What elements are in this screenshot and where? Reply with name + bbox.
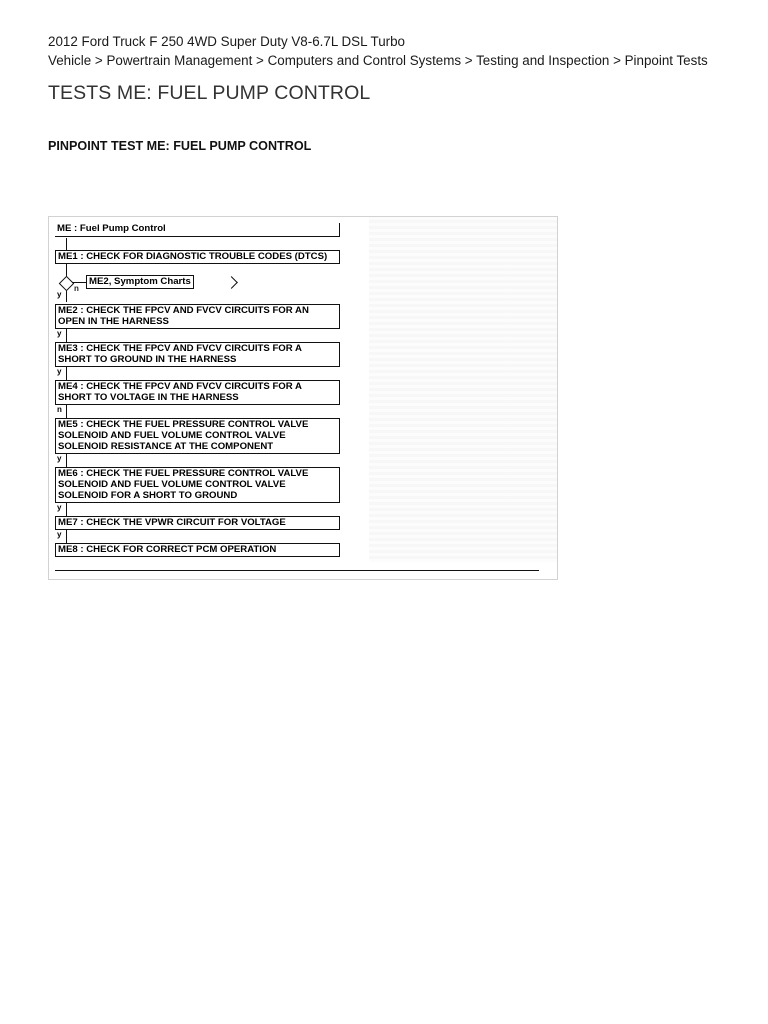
connector-line <box>66 503 67 516</box>
yes-label: y <box>57 503 62 512</box>
page-title: TESTS ME: FUEL PUMP CONTROL <box>48 82 371 104</box>
step-me6-text: ME6 : CHECK THE FUEL PRESSURE CONTROL VALVE SOLENOID AND FUEL VOLUME CONTROL VALVE SOLENOID FOR A SHORT TO GROUND <box>58 468 309 501</box>
step-me2 <box>55 304 340 329</box>
flowchart-diagram <box>48 216 558 580</box>
step-me5 <box>55 418 340 454</box>
step-me4 <box>55 380 340 405</box>
connector-line <box>66 454 67 467</box>
connector-line <box>66 329 67 342</box>
decision-diamond <box>59 276 75 292</box>
connector-line <box>66 367 67 380</box>
step-me2-text: ME2 : CHECK THE FPCV AND FVCV CIRCUITS FOR AN OPEN IN THE HARNESS <box>58 305 309 327</box>
chevron-right-icon <box>225 276 238 289</box>
yes-label: y <box>57 329 62 338</box>
step-me8-text: ME8 : CHECK FOR CORRECT PCM OPERATION <box>58 544 277 555</box>
step-me6 <box>55 467 340 503</box>
no-branch-line <box>72 282 86 283</box>
yes-label: y <box>57 454 62 463</box>
step-me1 <box>55 250 340 264</box>
no-label: n <box>57 405 62 414</box>
connector-line <box>66 530 67 543</box>
step-me3 <box>55 342 340 367</box>
yes-label: y <box>57 367 62 376</box>
step-me5-text: ME5 : CHECK THE FUEL PRESSURE CONTROL VALVE SOLENOID AND FUEL VOLUME CONTROL VALVE SOLENOID RESISTANCE AT THE COMPONENT <box>58 419 309 452</box>
step-me7-text: ME7 : CHECK THE VPWR CIRCUIT FOR VOLTAGE <box>58 517 286 528</box>
symptom-charts-link[interactable]: ME2, Symptom Charts <box>86 275 194 289</box>
step-me1-text: ME1 : CHECK FOR DIAGNOSTIC TROUBLE CODES (DTCS) <box>58 251 328 262</box>
vehicle-title: 2012 Ford Truck F 250 4WD Super Duty V8-6.7L DSL Turbo <box>48 34 406 49</box>
diagram-bottom-rule <box>55 570 539 571</box>
yes-label: y <box>57 530 62 539</box>
connector-line <box>66 238 67 250</box>
no-label: n <box>74 284 79 293</box>
breadcrumb: Vehicle > Powertrain Management > Computers and Control Systems > Testing and Inspection > Pinpoint Tests <box>48 53 708 68</box>
step-me4-text: ME4 : CHECK THE FPCV AND FVCV CIRCUITS FOR A SHORT TO VOLTAGE IN THE HARNESS <box>58 381 302 403</box>
test-heading: PINPOINT TEST ME: FUEL PUMP CONTROL <box>48 139 312 153</box>
connector-line <box>66 405 67 418</box>
flowchart-title <box>55 223 340 237</box>
flowchart-title-text: ME : Fuel Pump Control <box>57 223 166 234</box>
step-me7 <box>55 516 340 530</box>
yes-label: y <box>57 290 62 299</box>
step-me3-text: ME3 : CHECK THE FPCV AND FVCV CIRCUITS FOR A SHORT TO GROUND IN THE HARNESS <box>58 343 302 365</box>
diagram-background <box>369 217 557 562</box>
step-me8 <box>55 543 340 557</box>
